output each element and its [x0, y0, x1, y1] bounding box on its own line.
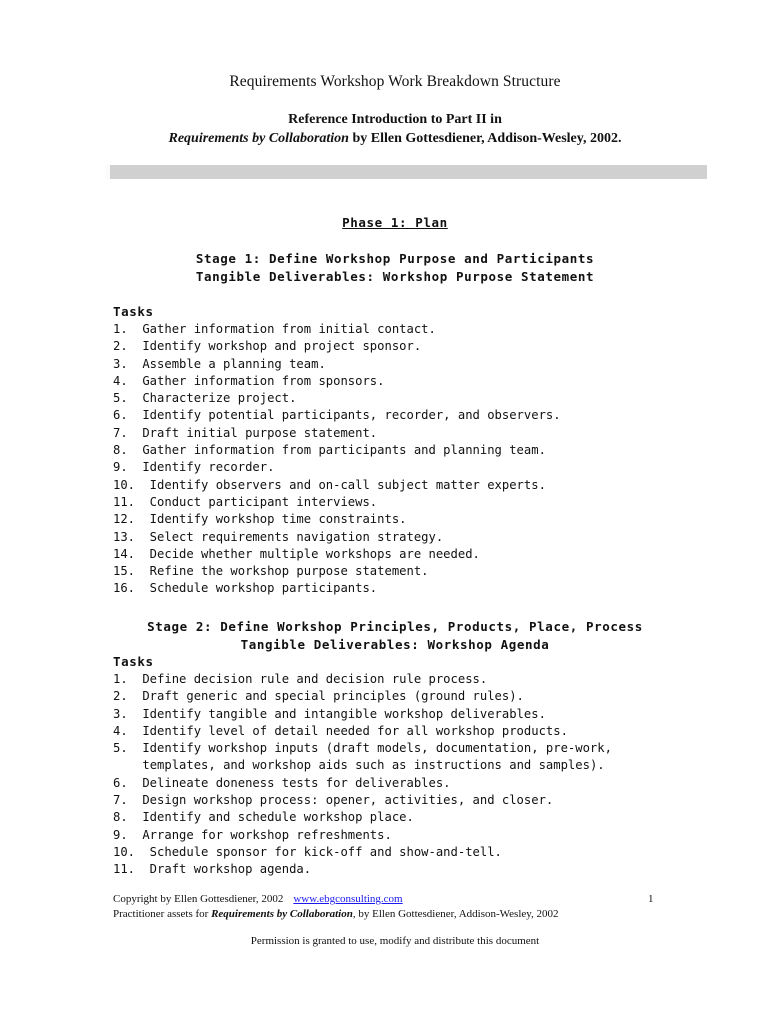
page-number: 1	[648, 893, 654, 905]
task-item: 5. Identify workshop inputs (draft models, documentation, pre-work, templates, and workshop aids such as instructions and samples).	[113, 741, 612, 773]
task-item: 13. Select requirements navigation strategy.	[113, 529, 444, 544]
task-item: 10. Identify observers and on-call subject matter experts.	[113, 477, 546, 492]
task-item: 1. Gather information from initial contact.	[113, 322, 436, 336]
stage1-task-list	[113, 321, 713, 598]
task-item: 14. Decide whether multiple workshops are needed.	[113, 546, 480, 561]
task-item: 7. Draft initial purpose statement.	[113, 425, 378, 440]
task-item: 8. Gather information from participants and planning team.	[113, 443, 546, 458]
footer-book-title: Requirements by Collaboration	[211, 908, 353, 920]
footer-assets-prefix: Practitioner assets for	[113, 908, 212, 920]
reference-author: by Ellen Gottesdiener, Addison-Wesley, 2002.	[348, 131, 622, 146]
footer-copyright-line	[113, 893, 403, 905]
reference-citation	[0, 131, 768, 147]
permission-notice: Permission is granted to use, modify and distribute this document	[250, 935, 540, 947]
stage2-heading: Stage 2: Define Workshop Principles, Products, Place, Process	[147, 619, 643, 634]
task-item: 4. Identify level of detail needed for all workshop products.	[113, 723, 568, 738]
stage1-heading: Stage 1: Define Workshop Purpose and Participants	[195, 251, 595, 266]
reference-line: Reference Introduction to Part II in	[288, 112, 502, 127]
task-item: 12. Identify workshop time constraints.	[113, 512, 407, 527]
stage2-tasks-label: Tasks	[113, 654, 154, 669]
task-item: 9. Identify recorder.	[113, 460, 275, 475]
task-item: 15. Refine the workshop purpose statement.	[113, 564, 429, 579]
task-item: 8. Identify and schedule workshop place.	[113, 810, 414, 825]
stage1-tasks-label: Tasks	[113, 304, 154, 319]
task-item: 1. Define decision rule and decision rule process.	[113, 672, 488, 686]
stage2-deliverables: Tangible Deliverables: Workshop Agenda	[240, 637, 550, 652]
task-item: 2. Draft generic and special principles (ground rules).	[113, 689, 524, 704]
task-item: 6. Identify potential participants, recorder, and observers.	[113, 408, 561, 423]
task-item: 11. Draft workshop agenda.	[113, 862, 312, 877]
task-item: 7. Design workshop process: opener, activities, and closer.	[113, 793, 554, 808]
reference-book-title: Requirements by Collaboration	[168, 131, 349, 146]
phase-heading: Phase 1: Plan	[342, 215, 448, 230]
stage1-deliverables: Tangible Deliverables: Workshop Purpose Statement	[195, 269, 595, 284]
footer-assets-suffix: , by Ellen Gottesdiener, Addison-Wesley, 2002	[352, 908, 559, 920]
separator-bar	[106, 165, 707, 179]
task-item: 6. Delineate doneness tests for deliverables.	[113, 775, 451, 790]
task-item: 11. Conduct participant interviews.	[113, 494, 378, 509]
footer-copyright: Copyright by Ellen Gottesdiener, 2002	[113, 893, 284, 905]
task-item: 4. Gather information from sponsors.	[113, 373, 385, 388]
task-item: 3. Identify tangible and intangible workshop deliverables.	[113, 706, 546, 721]
task-item: 10. Schedule sponsor for kick-off and show-and-tell.	[113, 844, 502, 859]
document-title: Requirements Workshop Work Breakdown Structure	[229, 73, 561, 90]
website-link[interactable]: www.ebgconsulting.com	[293, 893, 403, 905]
task-item: 16. Schedule workshop participants.	[113, 581, 378, 596]
task-item: 5. Characterize project.	[113, 391, 297, 406]
stage2-task-list	[113, 671, 713, 879]
task-item: 3. Assemble a planning team.	[113, 356, 326, 371]
task-item: 9. Arrange for workshop refreshments.	[113, 827, 392, 842]
task-item: 2. Identify workshop and project sponsor.	[113, 339, 422, 354]
footer-assets-line	[113, 908, 559, 920]
